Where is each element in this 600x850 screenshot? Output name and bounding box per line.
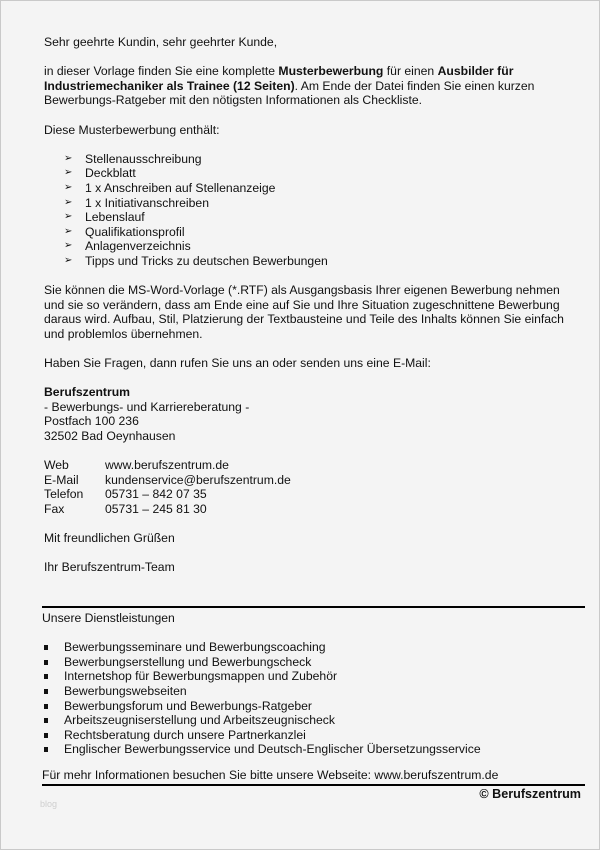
square-bullet-icon [44,704,48,709]
arrow-bullet-icon: ➢ [64,240,73,252]
services-section [42,606,585,757]
signature: Ihr Berufszentrum-Team [44,560,175,575]
list-item-label: Deckblatt [85,166,136,181]
arrow-bullet-icon: ➢ [64,225,73,237]
questions-line: Haben Sie Fragen, dann rufen Sie uns an oder senden uns eine E-Mail: [44,356,431,371]
list-item [64,210,564,225]
square-bullet-icon [44,689,48,694]
web-link[interactable]: www.berufszentrum.de [105,458,229,473]
list-item [42,742,585,757]
list-item [64,225,564,240]
intro-text-2: für einen [383,64,438,79]
list-item-label: Bewerbungsforum und Bewerbungs-Ratgeber [64,698,312,713]
contact-row-web [44,458,291,473]
arrow-bullet-icon: ➢ [64,167,73,179]
list-item [64,166,564,181]
list-item [42,699,585,714]
list-item-label: 1 x Anschreiben auf Stellenanzeige [85,180,276,195]
company-tagline: - Bewerbungs- und Karriereberatung - [44,399,250,414]
intro-text-1: in dieser Vorlage finden Sie eine komplette [44,64,279,79]
arrow-bullet-icon: ➢ [64,152,73,164]
watermark: blog [40,799,58,809]
list-item-label: Bewerbungsseminare und Bewerbungscoaching [64,640,326,655]
contact-label: Web [44,458,69,473]
phone-value: 05731 – 842 07 35 [105,487,207,502]
letter-body [44,35,564,575]
contact-row-fax [44,502,291,517]
list-item [64,152,564,167]
list-item-label: Qualifikationsprofil [85,224,185,239]
contents-list [44,152,564,269]
services-list [42,640,585,757]
list-item-label: Anlagenverzeichnis [85,239,191,254]
arrow-bullet-icon: ➢ [64,254,73,266]
postbox: Postfach 100 236 [44,414,139,429]
closing: Mit freundlichen Grüßen [44,531,175,546]
list-item-label: Lebenslauf [85,210,145,225]
arrow-bullet-icon: ➢ [64,181,73,193]
company-name-text: Berufszentrum [44,385,131,400]
arrow-bullet-icon: ➢ [64,211,73,223]
more-info-line: Für mehr Informationen besuchen Sie bitte unsere Webseite: www.berufszentrum.de [42,768,585,786]
list-item-label: Stellenausschreibung [85,151,202,166]
intro-text-3: . Am Ende der Datei finden Sie einen kurzen Bewerbungs-Ratgeber mit den nötigsten Informationen als Checkliste. [44,78,535,108]
list-item [42,669,585,684]
email-link[interactable]: kundenservice@berufszentrum.de [105,472,291,487]
list-item [64,239,564,254]
list-item-label: Bewerbungswebseiten [64,683,187,698]
fax-value: 05731 – 245 81 30 [105,502,207,516]
contents-heading: Diese Musterbewerbung enthält: [44,122,220,137]
list-item [42,713,585,728]
list-item-label: Bewerbungserstellung und Bewerbungscheck [64,654,312,669]
square-bullet-icon [44,718,48,723]
contact-table [44,458,291,516]
contact-row-phone [44,487,291,502]
square-bullet-icon [44,747,48,752]
list-item-label: Internetshop für Bewerbungsmappen und Zubehör [64,669,338,684]
contact-label: E-Mail [44,472,79,487]
contact-label: Fax [44,502,65,516]
arrow-bullet-icon: ➢ [64,196,73,208]
contact-label: Telefon [44,487,84,502]
square-bullet-icon [44,660,48,665]
company-name [44,385,564,400]
list-item-label: Englischer Bewerbungsservice und Deutsch-Englischer Übersetzungsservice [64,742,481,757]
list-item-label: Tipps und Tricks zu deutschen Bewerbungen [85,253,328,268]
list-item-label: Arbeitszeugniserstellung und Arbeitszeugnischeck [64,713,335,728]
copyright-notice: © Berufszentrum [479,787,581,801]
services-heading: Unsere Dienstleistungen [42,611,175,625]
list-item [42,640,585,655]
list-item [42,655,585,670]
square-bullet-icon [44,645,48,650]
list-item-label: Rechtsberatung durch unsere Partnerkanzlei [64,727,306,742]
intro-paragraph [44,64,564,108]
list-item [64,181,564,196]
intro-bold-musterbewerbung: Musterbewerbung [278,64,384,79]
salutation: Sehr geehrte Kundin, sehr geehrter Kunde, [44,35,278,49]
usage-paragraph: Sie können die MS-Word-Vorlage (*.RTF) als Ausgangsbasis Ihrer eigenen Bewerbung nehmen und sie so verändern, dass am Ende eine auf Sie und Ihre Situation zugeschnittene Bewerbung daraus wird. Aufbau, Stil, Platzierung der Textbausteine und Teile des Inhalts können Sie einfach und problemlos übernehmen. [44,283,564,341]
list-item [64,196,564,211]
city: 32502 Bad Oeynhausen [44,429,176,444]
list-item [42,684,585,699]
list-item-label: 1 x Initiativanschreiben [85,195,209,210]
square-bullet-icon [44,674,48,679]
list-item [64,254,564,269]
list-item [42,728,585,743]
contact-row-email [44,473,291,488]
intro-bold-position: Ausbilder für Industriemechaniker als Trainee (12 Seiten) [44,64,514,93]
square-bullet-icon [44,733,48,738]
